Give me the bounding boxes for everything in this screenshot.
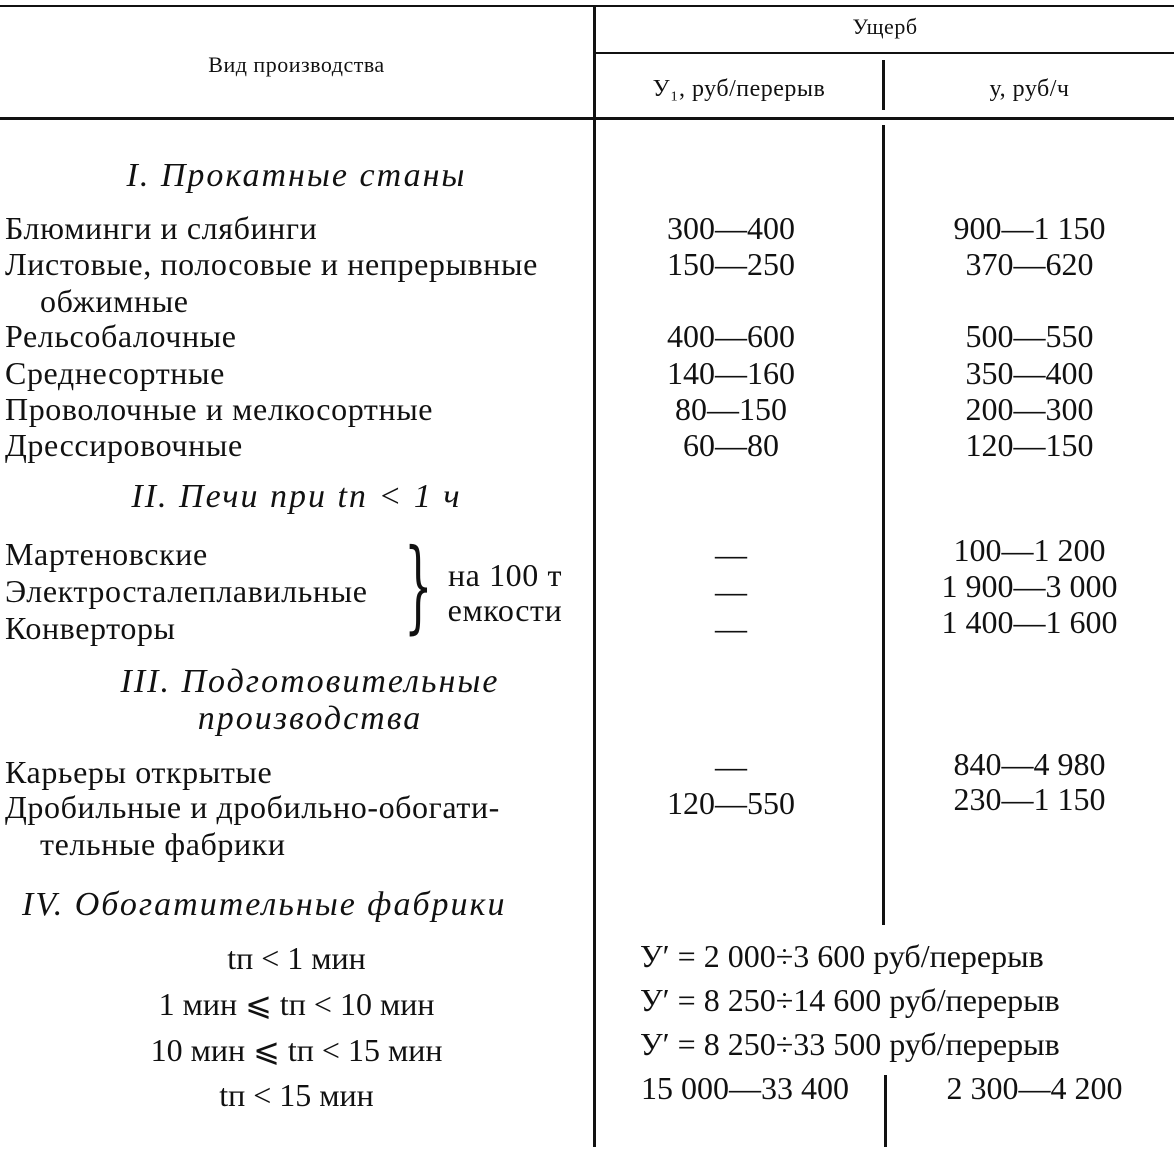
section-rolling-mills: I. Прокатные станы [126,157,467,194]
row-y1: — [715,610,747,646]
row-y1: — [715,536,747,572]
row-y: 500—550 [965,318,1094,354]
top-rule [0,5,1174,7]
brace-note-line1: на 100 т [447,557,563,593]
row-y: 840—4 980 [953,746,1106,782]
row-name-cont: тельные фабрики [40,826,286,862]
column-divider-last-row [884,1075,887,1147]
row-y: 350—400 [965,355,1094,391]
row-y: 120—150 [965,427,1094,463]
row-name: Проволочные и мелкосортные [5,391,434,427]
row-name: Дробильные и дробильно-обогати- [5,789,500,825]
row-y1: 15 000—33 400 [641,1070,849,1106]
range-formula: У′ = 8 250÷14 600 руб/перерыв [640,982,1060,1018]
range-formula: У′ = 8 250÷33 500 руб/перерыв [640,1026,1060,1062]
row-y: 100—1 200 [953,532,1106,568]
row-name: Мартеновские [5,536,208,572]
row-name-cont: обжимные [40,283,189,319]
brace-note-line2: емкости [447,592,563,628]
row-y: 900—1 150 [953,210,1106,246]
row-y1: 300—400 [667,210,795,246]
row-y1: 140—160 [667,355,795,391]
row-y: 1 400—1 600 [941,604,1118,640]
header-damage: Ущерб [852,14,918,39]
row-y1: 60—80 [683,427,779,463]
row-y: 200—300 [965,391,1094,427]
header-mid-rule [595,52,1174,54]
row-name: Электросталеплавильные [5,573,368,609]
row-name: Блюминги и слябинги [5,210,318,246]
row-y1: 150—250 [667,246,795,282]
row-y: 230—1 150 [953,781,1106,817]
header-bottom-rule [0,117,1174,120]
row-name: Конверторы [5,610,176,646]
row-y1: 400—600 [667,318,795,354]
row-y1: 120—550 [667,785,795,821]
section-enrichment: IV. Обогатительные фабрики [22,886,507,923]
condition-label: 10 мин ⩽ tп < 15 мин [150,1032,443,1068]
header-production-type: Вид производства [208,52,385,77]
row-y: 370—620 [965,246,1094,282]
condition-label: tп < 15 мин [219,1077,374,1113]
section-furnaces: II. Печи при tп < 1 ч [131,478,462,515]
row-y: 2 300—4 200 [946,1070,1123,1106]
brace-right: } [404,527,433,644]
condition-label: 1 мин ⩽ tп < 10 мин [158,986,435,1022]
row-name: Рельсобалочные [5,318,237,354]
row-name: Среднесортные [5,355,225,391]
range-formula: У′ = 2 000÷3 600 руб/перерыв [640,938,1044,974]
row-name: Листовые, полосовые и непрерывные [5,246,538,282]
header-y1: У₁, руб/перерыв [652,76,826,102]
row-y1: 80—150 [675,391,787,427]
row-name: Дрессировочные [5,427,243,463]
row-y1: — [715,573,747,609]
row-y: 1 900—3 000 [941,568,1118,604]
section-preparatory-line1: III. Подготовительные [120,663,500,700]
section-preparatory-line2: производства [197,700,423,737]
header-y: у, руб/ч [989,76,1070,102]
row-name: Карьеры открытые [5,754,273,790]
condition-label: tп < 1 мин [227,940,366,976]
row-y1: — [715,748,747,784]
